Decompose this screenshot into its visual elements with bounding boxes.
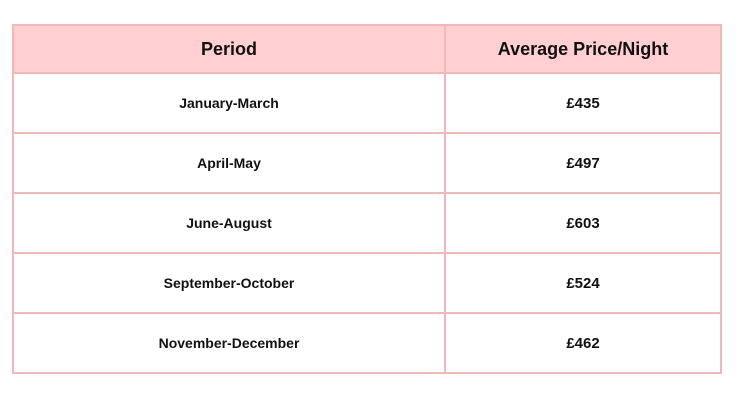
table-row [13, 73, 721, 133]
price-table [12, 24, 722, 374]
price-cell: £462 [445, 313, 721, 373]
price-cell: £603 [445, 193, 721, 253]
header-period: Period [13, 25, 445, 73]
header-row [13, 25, 721, 73]
table-row [13, 253, 721, 313]
period-cell: September-October [13, 253, 445, 313]
table-row [13, 313, 721, 373]
price-cell: £497 [445, 133, 721, 193]
period-cell: January-March [13, 73, 445, 133]
price-cell: £524 [445, 253, 721, 313]
table-header [13, 25, 721, 73]
period-cell: November-December [13, 313, 445, 373]
price-cell: £435 [445, 73, 721, 133]
table-body [13, 73, 721, 373]
period-cell: April-May [13, 133, 445, 193]
price-table-container [12, 24, 720, 374]
table-row [13, 133, 721, 193]
period-cell: June-August [13, 193, 445, 253]
table-row [13, 193, 721, 253]
header-average-price: Average Price/Night [445, 25, 721, 73]
